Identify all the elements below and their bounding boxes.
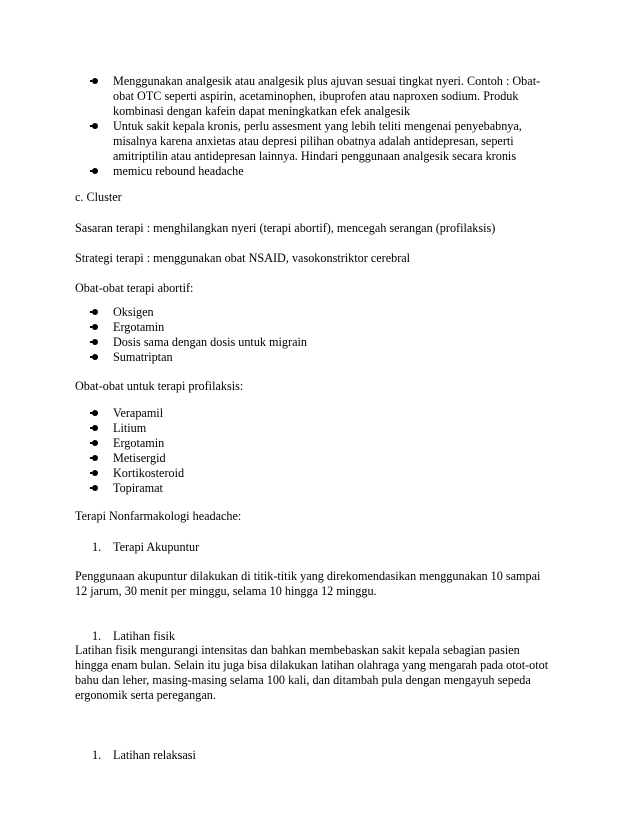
list-item: Oksigen xyxy=(75,305,575,320)
strategi-terapi-text: Strategi terapi : menggunakan obat NSAID, vasokonstriktor cerebral xyxy=(75,251,411,265)
nonfarmakologi-heading: Terapi Nonfarmakologi headache: xyxy=(75,509,242,523)
bullet-icon xyxy=(92,455,98,461)
item-number: 1. xyxy=(92,748,102,762)
item-number: 1. xyxy=(92,540,102,554)
list-item: Dosis sama dengan dosis untuk migrain xyxy=(75,335,575,350)
bullet-icon xyxy=(92,410,98,416)
list-item: Litium xyxy=(75,421,575,436)
bullet-icon xyxy=(92,485,98,491)
latihan-fisik-description: Latihan fisik mengurangi intensitas dan bahkan membebaskan sakit kepala sebagian pasien hingga enam bulan. Selain itu juga bisa dilakukan latihan olahraga yang mengarah pada otot-otot bahu dan leher, masing-masing selama 100 kali, dan ditambah pula dengan mengayuh sepeda ergonomik serta peregangan. xyxy=(75,643,549,702)
bullet-icon xyxy=(92,168,98,174)
item-label: Latihan relaksasi xyxy=(113,748,196,762)
profilaksis-heading: Obat-obat untuk terapi profilaksis: xyxy=(75,379,244,393)
bullet-icon xyxy=(92,440,98,446)
bullet-icon xyxy=(92,123,98,129)
list-item: Menggunakan analgesik atau analgesik plus ajuvan sesuai tingkat nyeri. Contoh : Obat- obat OTC seperti aspirin, acetaminophen, ibuprofen atau naproxen sodium. Produk kombinasi dengan kafein dapat meningkatkan efek analgesik xyxy=(75,74,575,119)
bullet-icon xyxy=(92,309,98,315)
section-heading-cluster: c. Cluster xyxy=(75,190,122,204)
bullet-icon xyxy=(92,425,98,431)
abortif-list xyxy=(75,305,575,365)
list-item: Sumatriptan xyxy=(75,350,575,365)
akupuntur-description: Penggunaan akupuntur dilakukan di titik-titik yang direkomendasikan menggunakan 10 sampai 12 jarum, 30 menit per minggu, selama 10 hingga 12 minggu. xyxy=(75,569,541,598)
top-bullet-list xyxy=(75,74,575,179)
bullet-icon xyxy=(92,324,98,330)
numbered-item-latihan-fisik xyxy=(75,629,613,644)
list-item: Untuk sakit kepala kronis, perlu assesment yang lebih teliti mengenai penyebabnya, misalnya karena anxietas atau depresi pilihan obatnya adalah antidepresan, seperti amitriptilin atau antidepresan lainnya. Hindari penggunaan analgesik secara kronis xyxy=(75,119,575,164)
item-label: Terapi Akupuntur xyxy=(113,540,200,554)
list-item: Kortikosteroid xyxy=(75,466,575,481)
bullet-icon xyxy=(92,354,98,360)
list-item: Metisergid xyxy=(75,451,575,466)
numbered-item-latihan-relaksasi xyxy=(75,748,613,763)
list-item: Verapamil xyxy=(75,406,575,421)
list-item: Ergotamin xyxy=(75,436,575,451)
numbered-item-akupuntur xyxy=(75,540,613,555)
profilaksis-list xyxy=(75,406,575,496)
abortif-heading: Obat-obat terapi abortif: xyxy=(75,281,194,295)
list-item: Topiramat xyxy=(75,481,575,496)
list-item: Ergotamin xyxy=(75,320,575,335)
bullet-icon xyxy=(92,78,98,84)
sasaran-terapi-text: Sasaran terapi : menghilangkan nyeri (terapi abortif), mencegah serangan (profilaksis) xyxy=(75,221,496,235)
list-item: memicu rebound headache xyxy=(75,164,575,179)
item-label: Latihan fisik xyxy=(113,629,175,643)
bullet-icon xyxy=(92,470,98,476)
item-number: 1. xyxy=(92,629,102,643)
bullet-icon xyxy=(92,339,98,345)
